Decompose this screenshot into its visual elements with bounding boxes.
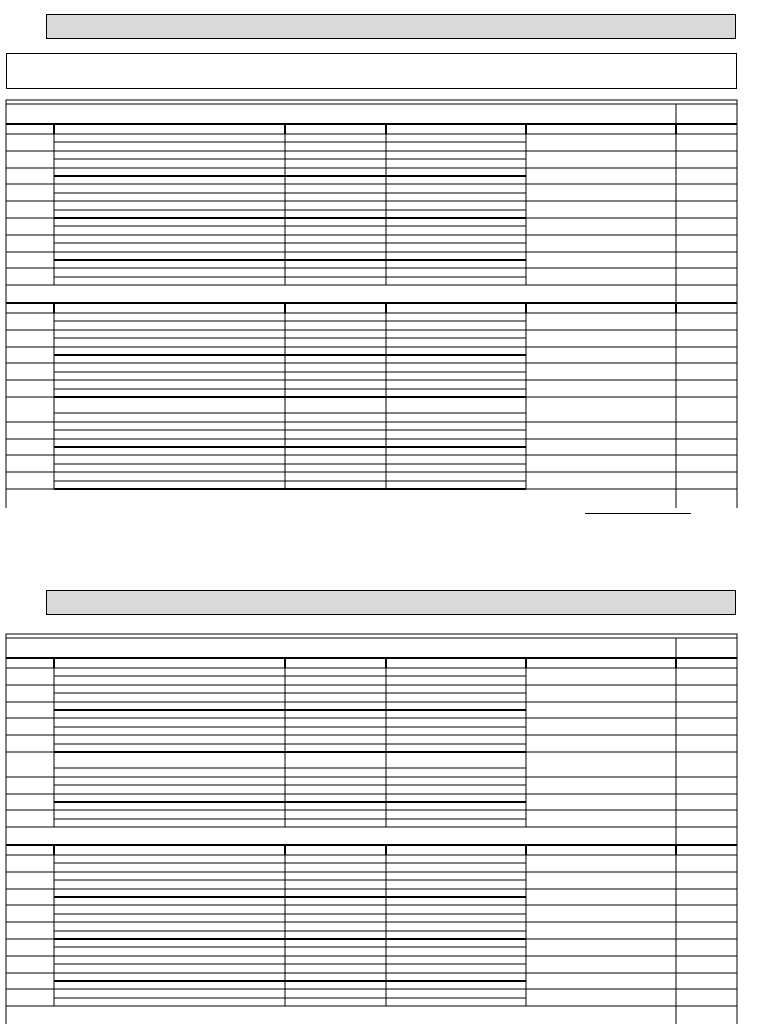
form-1-table [6,100,738,101]
form-1-title-bar [46,14,736,39]
form-1-info-box [6,53,737,89]
table-top-band [6,634,737,638]
form-1-table-grid [6,100,738,510]
table-top-band [6,100,737,104]
form-2-table [6,634,738,635]
form-2-title-bar [46,590,736,615]
signature-line[interactable] [585,513,691,514]
form-2-table-grid [6,634,738,1026]
